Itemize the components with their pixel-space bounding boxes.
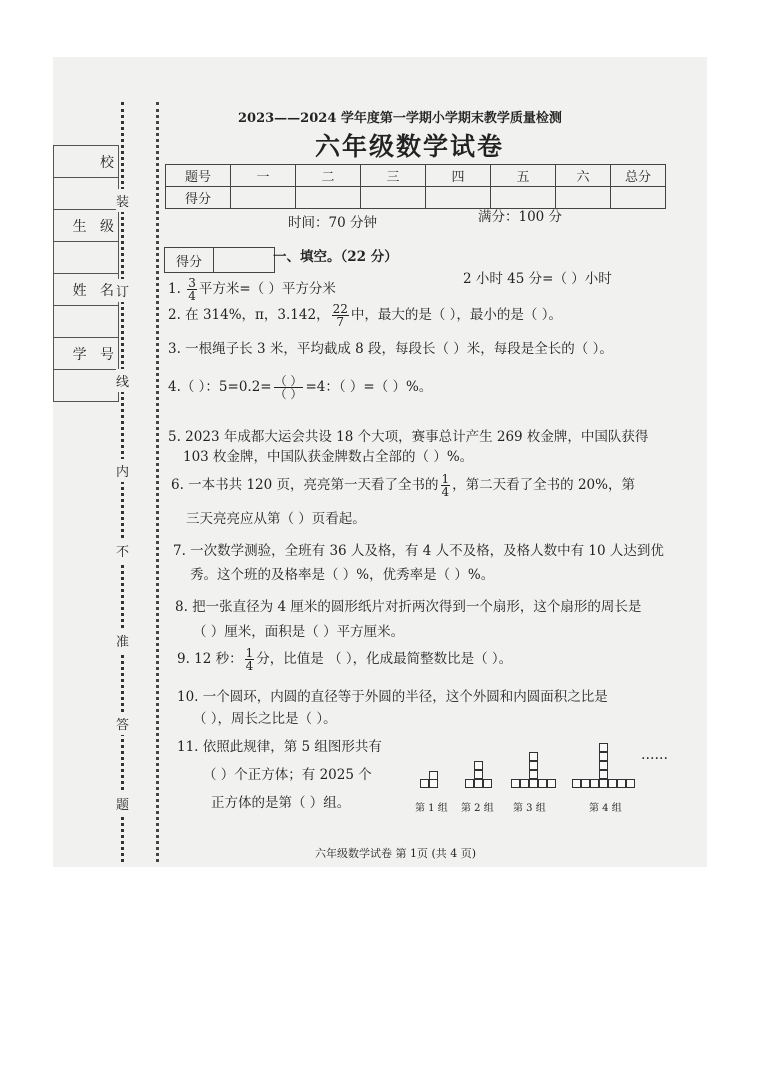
question-6-line1: 6. 一本书共 120 页，亮亮第一天看了全书的 $\frac{1}{4}$ ，第二天看了全书的 20%，第 — [171, 472, 635, 499]
question-9: 9. 12 秒： $\frac{1}{4}$ 分，比值是 （ ），化成最简整数比是（ ）。 — [177, 646, 513, 673]
number-field-blank — [54, 370, 119, 402]
question-10-line1: 10. 一个圆环，内圆的直径等于外圆的半径，这个外圆和内圆面积之比是 — [177, 689, 608, 705]
school-field: 校 — [54, 146, 119, 178]
school-field-blank — [54, 178, 119, 210]
cube — [599, 752, 608, 761]
exam-page — [53, 57, 707, 867]
cube — [529, 770, 538, 779]
score-header-cell: 一 — [231, 165, 296, 187]
question-1b: 2 小时 45 分=（ ）小时 — [463, 271, 612, 287]
question-8-line1: 8. 把一张直径为 4 厘米的圆形纸片对折两次得到一个扇形，这个扇形的周长是 — [175, 599, 642, 615]
cube — [529, 761, 538, 770]
cube — [547, 779, 556, 788]
exam-subtitle: 2023——2024 学年度第一学期小学期末教学质量检测 — [238, 111, 562, 126]
class-field: 生 级 — [54, 210, 119, 242]
question-2: 2. 在 314%，π，3.142， $\frac{22}{7}$ 中，最大的是（ ），最小的是（ ）。 — [168, 302, 562, 329]
question-10-line2: （ ），周长之比是（ ）。 — [193, 711, 337, 727]
cube — [474, 761, 483, 770]
fraction: $\frac{( )}{( )}$ — [274, 374, 303, 401]
name-field-blank — [54, 306, 119, 338]
score-header-cell: 六 — [556, 165, 611, 187]
score-cell[interactable] — [611, 187, 666, 209]
score-row-label: 得分 — [166, 187, 231, 209]
student-info-table — [53, 145, 119, 402]
cube — [599, 770, 608, 779]
question-3: 3. 一根绳子长 3 米，平均截成 8 段，每段长（ ）米，每段是全长的（ ）。 — [168, 341, 613, 357]
number-field: 学 号 — [54, 338, 119, 370]
cube — [572, 779, 581, 788]
group-label: 第 1 组 — [415, 803, 448, 814]
cube — [590, 779, 599, 788]
cube — [599, 779, 608, 788]
score-header-cell: 三 — [361, 165, 426, 187]
cube — [483, 779, 492, 788]
question-8-line2: （ ）厘米，面积是（ ）平方厘米。 — [193, 624, 405, 640]
name-field: 姓 名 — [54, 274, 119, 306]
binding-char: 线 — [116, 369, 129, 392]
binding-char: 订 — [116, 279, 129, 302]
question-7-line2: 秀。这个班的及格率是（ ）%，优秀率是（ ）%。 — [190, 567, 495, 583]
score-table — [165, 164, 666, 209]
binding-char: 答 — [116, 712, 129, 735]
group-label: 第 3 组 — [513, 803, 546, 814]
question-5-line1: 5. 2023 年成都大运会共设 18 个大项，赛事总计产生 269 枚金牌，中国队获得 — [168, 429, 649, 445]
fraction: $\frac{22}{7}$ — [332, 302, 348, 329]
group-label: 第 4 组 — [589, 803, 622, 814]
cube — [420, 779, 429, 788]
question-11-line1: 11. 依照此规律，第 5 组图形共有 — [177, 739, 382, 755]
cube — [429, 779, 438, 788]
full-score: 满分：100 分 — [478, 209, 563, 225]
binding-char: 装 — [116, 189, 129, 212]
group-label: 第 2 组 — [461, 803, 494, 814]
cube — [599, 761, 608, 770]
cube — [599, 743, 608, 752]
score-header-cell: 五 — [491, 165, 556, 187]
question-11-line2: （ ）个正方体；有 2025 个 — [203, 767, 372, 783]
score-header-cell: 二 — [296, 165, 361, 187]
score-cell[interactable] — [361, 187, 426, 209]
question-7-line1: 7. 一次数学测验，全班有 36 人及格，有 4 人不及格，及格人数中有 10 人达到优 — [173, 543, 664, 559]
question-6-line2: 三天亮亮应从第（ ）页看起。 — [186, 511, 366, 527]
binding-char: 题 — [116, 792, 129, 815]
binding-char: 内 — [116, 459, 129, 482]
question-4: 4.（ ）：5=0.2= $\frac{( )}{( )}$ =4：（ ）=（ ）%。 — [168, 374, 433, 401]
cube — [511, 779, 520, 788]
binding-dotted-line — [121, 102, 124, 862]
cube — [581, 779, 590, 788]
exam-time: 时间：70 分钟 — [288, 215, 377, 231]
fraction: $\frac{3}{4}$ — [188, 276, 196, 303]
score-cell[interactable] — [231, 187, 296, 209]
binding-char: 准 — [116, 629, 129, 652]
binding-char: 不 — [116, 539, 129, 562]
cube — [429, 771, 438, 780]
cube — [465, 779, 474, 788]
section-score-label: 得分 — [165, 248, 214, 273]
binding-dotted-line-inner — [156, 102, 159, 862]
score-cell[interactable] — [296, 187, 361, 209]
cube — [529, 779, 538, 788]
score-header-cell: 总分 — [611, 165, 666, 187]
fraction: $\frac{1}{4}$ — [245, 646, 254, 673]
score-header-cell: 四 — [426, 165, 491, 187]
cube — [474, 770, 483, 779]
cube — [608, 779, 617, 788]
cube — [474, 779, 483, 788]
fraction: $\frac{1}{4}$ — [441, 472, 450, 499]
cube — [538, 779, 547, 788]
cube — [529, 752, 538, 761]
score-header-cell: 题号 — [166, 165, 231, 187]
question-1a: 1. $\frac{3}{4}$ 平方米=（ ）平方分米 — [168, 276, 336, 303]
section-score-cell[interactable] — [214, 248, 275, 273]
cube — [617, 779, 626, 788]
page-footer: 六年级数学试卷 第 1页 (共 4 页) — [315, 847, 477, 860]
section-score-box — [164, 247, 275, 273]
score-cell[interactable] — [556, 187, 611, 209]
ellipsis: …… — [641, 747, 668, 763]
question-5-line2: 103 枚金牌，中国队获金牌数占全部的（ ）%。 — [183, 449, 474, 465]
section-heading: 一、填空。（22 分） — [273, 249, 398, 265]
question-11-line3: 正方体的是第（ ）组。 — [211, 795, 351, 811]
class-field-blank — [54, 242, 119, 274]
cube — [520, 779, 529, 788]
exam-title: 六年级数学试卷 — [315, 132, 505, 161]
cube — [626, 779, 635, 788]
